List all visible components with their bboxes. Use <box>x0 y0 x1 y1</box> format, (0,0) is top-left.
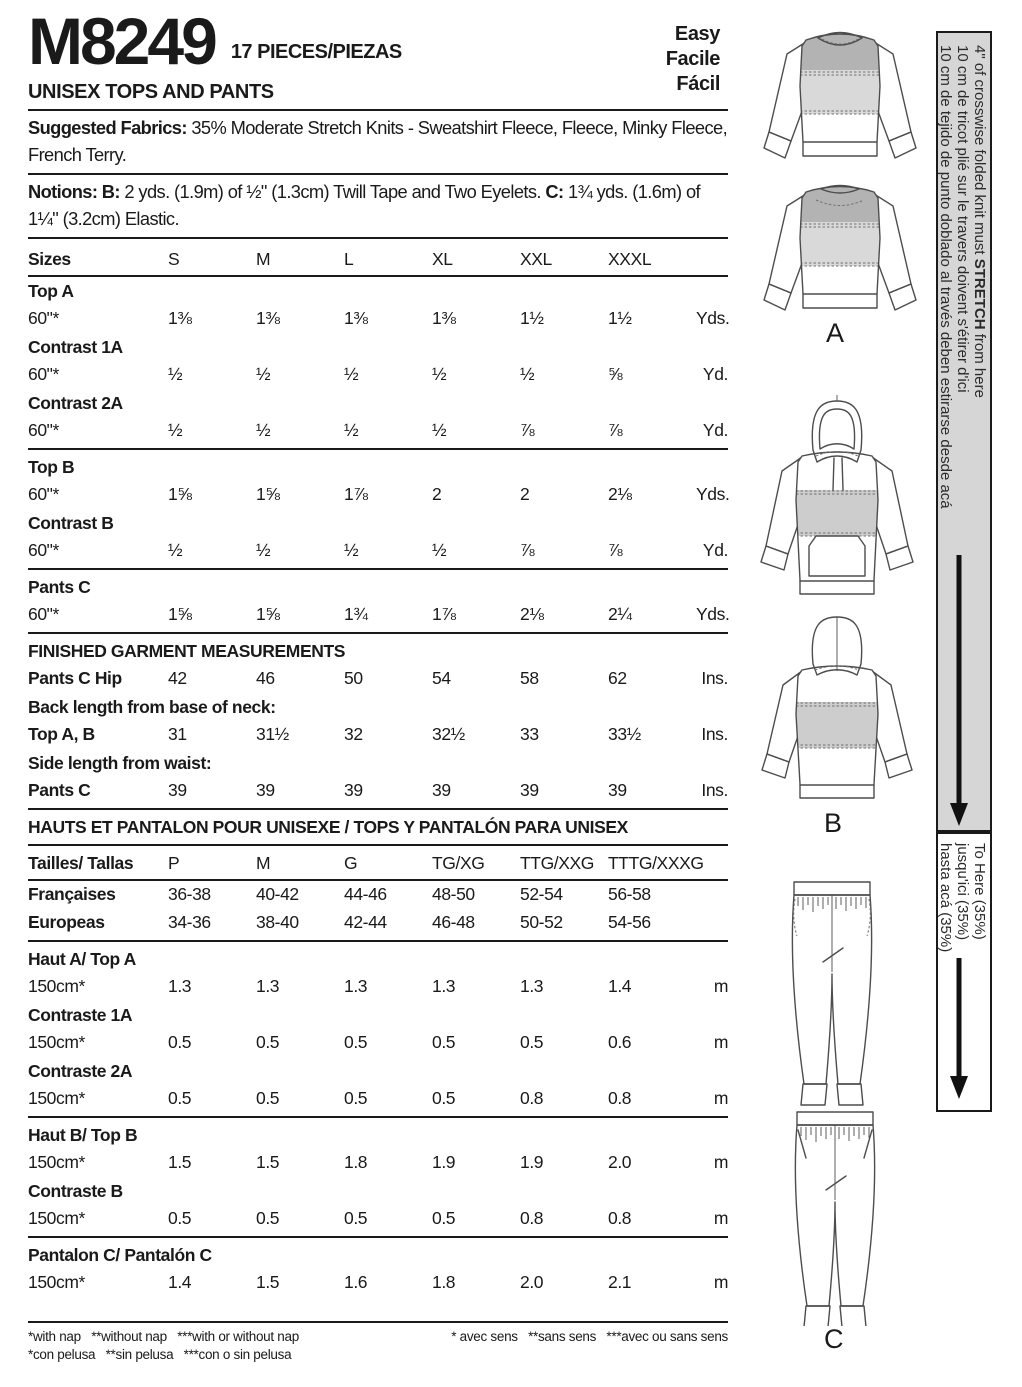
table-cell: 0.5 <box>168 1208 192 1229</box>
table-cell: 50 <box>344 668 363 689</box>
footnote-spanish: *con pelusa **sin pelusa ***con o sin pelusa <box>28 1346 292 1362</box>
category-title: UNISEX TOPS AND PANTS <box>28 81 728 111</box>
table-cell: 0.5 <box>256 1208 280 1229</box>
table-cell: 0.5 <box>432 1088 456 1109</box>
table-row-section: HAUTS ET PANTALON POUR UNISEXE / TOPS Y PANTALÓN PARA UNISEX <box>28 816 628 837</box>
table-row-header <box>28 849 728 881</box>
table-cell: 2 <box>520 484 530 505</box>
notions <box>28 175 728 239</box>
table-cell: 1.4 <box>608 976 632 997</box>
yardage-table <box>28 245 728 1297</box>
table-row-data <box>28 777 728 805</box>
row-label: 60"* <box>28 484 59 505</box>
table-row-data <box>28 305 728 333</box>
table-cell: 32½ <box>432 724 465 745</box>
row-label: 60"* <box>28 604 59 625</box>
table-cell: 0.5 <box>344 1032 368 1053</box>
table-cell: TTG/XXG <box>520 853 595 874</box>
table-cell: 0.5 <box>432 1208 456 1229</box>
table-row-group: Contrast 2A <box>28 392 123 413</box>
table-cell: 1.5 <box>256 1272 280 1293</box>
table-row-data <box>28 973 728 1001</box>
table-row-data <box>28 601 728 629</box>
table-cell: ½ <box>520 364 535 385</box>
row-label: Sizes <box>28 249 71 270</box>
difficulty-es: Fácil <box>676 73 720 95</box>
table-cell: 1⅜ <box>256 308 280 329</box>
table-row-rule <box>28 1116 728 1118</box>
row-label: 150cm* <box>28 1272 85 1293</box>
table-row-header <box>28 245 728 277</box>
table-row-rule <box>28 568 728 570</box>
table-cell: 1.8 <box>344 1152 368 1173</box>
footnote-french: * avec sens **sans sens ***avec ou sans sens <box>451 1328 728 1344</box>
table-cell: 0.5 <box>344 1088 368 1109</box>
table-cell: ⅞ <box>520 420 535 441</box>
garment-b-front-illustration <box>752 394 922 610</box>
table-cell: ½ <box>344 420 359 441</box>
suggested-fabrics <box>28 111 728 175</box>
table-cell: 0.8 <box>608 1088 632 1109</box>
bold-text: STRETCH <box>971 258 988 330</box>
table-cell: 1.9 <box>432 1152 456 1173</box>
unit-cell: m <box>713 1032 728 1053</box>
table-row-subhead: Back length from base of neck: <box>28 696 276 717</box>
table-row-data <box>28 537 728 565</box>
table-row-data <box>28 1029 728 1057</box>
unit-cell: Yds. <box>696 604 730 625</box>
table-cell: 0.8 <box>520 1208 544 1229</box>
table-cell: 52-54 <box>520 884 563 905</box>
table-cell: 2.0 <box>608 1152 632 1173</box>
table-cell: 0.5 <box>168 1088 192 1109</box>
table-row-group: Top A <box>28 280 74 301</box>
table-cell: ½ <box>256 540 271 561</box>
table-row-group: Top B <box>28 456 75 477</box>
table-cell: 0.5 <box>168 1032 192 1053</box>
table-cell: 39 <box>168 780 187 801</box>
table-cell: 1⅝ <box>168 604 192 625</box>
table-row-group: Pantalon C/ Pantalón C <box>28 1244 212 1265</box>
row-label: 60"* <box>28 364 59 385</box>
table-row-group: Haut A/ Top A <box>28 948 136 969</box>
table-cell: P <box>168 853 180 874</box>
difficulty-rating <box>560 22 720 97</box>
bold-text: Suggested Fabrics: <box>28 116 187 138</box>
table-cell: 32 <box>344 724 363 745</box>
stretch-gauge-text-fr: 10 cm de tricot plié sur le travers doivent s'étirer d'ici <box>954 45 971 393</box>
bold-text: Notions: B: <box>28 180 120 202</box>
table-cell: 33 <box>520 724 539 745</box>
difficulty-en: Easy <box>674 23 720 45</box>
table-cell: 58 <box>520 668 539 689</box>
bold-text: C: <box>545 180 564 202</box>
table-cell: 2.1 <box>608 1272 632 1293</box>
table-cell: 36-38 <box>168 884 211 905</box>
footnote-english: *with nap **without nap ***with or without nap <box>28 1328 299 1344</box>
table-cell: ½ <box>344 364 359 385</box>
table-row-group: Contrast 1A <box>28 336 123 357</box>
table-cell: 0.8 <box>520 1088 544 1109</box>
table-cell: XXL <box>520 249 552 270</box>
garment-b-label: B <box>824 808 843 838</box>
unit-cell: Ins. <box>701 724 728 745</box>
left-column <box>28 4 730 1362</box>
table-cell: 54 <box>432 668 451 689</box>
table-cell: ½ <box>168 420 183 441</box>
table-row-data <box>28 881 728 909</box>
table-cell: ⅞ <box>608 540 623 561</box>
table-cell: 39 <box>520 780 539 801</box>
unit-cell: m <box>713 1088 728 1109</box>
table-row-data <box>28 1269 728 1297</box>
unit-cell: Ins. <box>701 780 728 801</box>
table-cell: M <box>256 853 271 874</box>
table-row-group: Contraste 1A <box>28 1004 133 1025</box>
table-cell: 1.3 <box>168 976 192 997</box>
table-cell: ½ <box>432 364 447 385</box>
table-cell: 42-44 <box>344 912 387 933</box>
table-row-rule <box>28 1236 728 1238</box>
text: 2 yds. (1.9m) of ½" (1.3cm) Twill Tape and Two Eyelets. <box>119 180 546 202</box>
table-cell: 0.5 <box>520 1032 544 1053</box>
table-row-data <box>28 721 728 749</box>
row-label: Top A, B <box>28 724 95 745</box>
table-cell: 48-50 <box>432 884 475 905</box>
row-label: Tailles/ Tallas <box>28 853 134 874</box>
table-row-group: Contrast B <box>28 512 114 533</box>
table-cell: 1¾ <box>344 604 368 625</box>
table-cell: ½ <box>432 540 447 561</box>
table-cell: 1.3 <box>256 976 280 997</box>
table-cell: 50-52 <box>520 912 563 933</box>
table-cell: 39 <box>608 780 627 801</box>
table-row-data <box>28 909 728 937</box>
table-cell: 1½ <box>608 308 632 329</box>
table-cell: 1.3 <box>344 976 368 997</box>
unit-cell: Yds. <box>696 308 730 329</box>
table-cell: 1.5 <box>168 1152 192 1173</box>
table-row-data <box>28 481 728 509</box>
table-cell: 1⅝ <box>256 484 280 505</box>
table-cell: ½ <box>344 540 359 561</box>
table-cell: 1.8 <box>432 1272 456 1293</box>
table-cell: ½ <box>168 364 183 385</box>
row-label: 150cm* <box>28 1088 85 1109</box>
row-label: Pants C <box>28 780 91 801</box>
table-cell: 0.8 <box>608 1208 632 1229</box>
table-cell: 1⅜ <box>432 308 456 329</box>
table-cell: ½ <box>256 420 271 441</box>
unit-cell: Ins. <box>701 668 728 689</box>
table-row-data <box>28 417 728 445</box>
table-cell: 33½ <box>608 724 641 745</box>
table-cell: S <box>168 249 180 270</box>
row-label: 150cm* <box>28 1032 85 1053</box>
garment-a-back-illustration <box>762 176 918 324</box>
table-cell: 39 <box>432 780 451 801</box>
to-here-arrow-icon <box>948 958 970 1100</box>
garment-b-back-illustration <box>757 612 917 812</box>
unit-cell: m <box>713 1208 728 1229</box>
unit-cell: Yds. <box>696 484 730 505</box>
row-label: 150cm* <box>28 1152 85 1173</box>
footnotes <box>28 1321 728 1362</box>
table-cell: 1⅜ <box>168 308 192 329</box>
unit-cell: m <box>713 1272 728 1293</box>
table-row-group: Pants C <box>28 576 91 597</box>
table-cell: 39 <box>256 780 275 801</box>
table-row-group: Haut B/ Top B <box>28 1124 138 1145</box>
table-cell: 1⅝ <box>168 484 192 505</box>
pattern-number: M8249 <box>28 4 215 78</box>
table-cell: 1½ <box>520 308 544 329</box>
text: from here <box>971 329 988 398</box>
table-cell: 44-46 <box>344 884 387 905</box>
table-cell: 39 <box>344 780 363 801</box>
table-cell: 46-48 <box>432 912 475 933</box>
to-here-text <box>937 843 988 952</box>
table-cell: 2⅛ <box>520 604 544 625</box>
garment-a-front-illustration <box>760 22 920 172</box>
table-row-rule <box>28 940 728 942</box>
table-row-group: Contraste B <box>28 1180 123 1201</box>
table-cell: ½ <box>168 540 183 561</box>
table-cell: L <box>344 249 354 270</box>
row-label: 60"* <box>28 308 59 329</box>
table-cell: XXXL <box>608 249 652 270</box>
table-cell: 1⅜ <box>344 308 368 329</box>
table-cell: 1⅞ <box>344 484 368 505</box>
table-cell: 34-36 <box>168 912 211 933</box>
table-cell: 56-58 <box>608 884 651 905</box>
table-cell: 42 <box>168 668 187 689</box>
stretch-gauge-text <box>937 45 988 509</box>
table-cell: XL <box>432 249 453 270</box>
table-row-data <box>28 665 728 693</box>
table-cell: 1.3 <box>520 976 544 997</box>
row-label: 150cm* <box>28 1208 85 1229</box>
table-cell: 0.5 <box>344 1208 368 1229</box>
unit-cell: Yd. <box>702 540 728 561</box>
difficulty-fr: Facile <box>665 48 720 70</box>
table-cell: ½ <box>432 420 447 441</box>
table-row-rule <box>28 632 728 634</box>
table-row-data <box>28 1085 728 1113</box>
table-cell: 0.5 <box>256 1088 280 1109</box>
table-cell: 0.5 <box>256 1032 280 1053</box>
text: 35% Moderate Stretch Knits - Sweatshirt Fleece, Fleece, Minky Fleece, French Terry. <box>28 116 728 165</box>
table-cell: 0.5 <box>432 1032 456 1053</box>
pieces-count: 17 PIECES/PIEZAS <box>230 40 402 63</box>
garment-c-front-illustration <box>780 876 884 1106</box>
table-row-data <box>28 1205 728 1233</box>
to-here-text-en: To Here (35%) <box>971 843 988 940</box>
row-label: 150cm* <box>28 976 85 997</box>
table-cell: 2⅛ <box>608 484 632 505</box>
row-label: 60"* <box>28 420 59 441</box>
to-here-text-fr: jusqu'ici (35%) <box>954 843 971 941</box>
text: 4" of crosswise folded knit must <box>971 45 988 259</box>
unit-cell: Yd. <box>702 364 728 385</box>
table-row-rule <box>28 808 728 810</box>
to-here-text-es: hasta acá (35%) <box>937 843 954 953</box>
table-cell: 0.6 <box>608 1032 632 1053</box>
stretch-arrow-icon <box>948 555 970 827</box>
table-row-rule <box>28 448 728 450</box>
stretch-gauge-text-en <box>971 45 988 509</box>
table-cell: 1.5 <box>256 1152 280 1173</box>
row-label: Françaises <box>28 884 116 905</box>
table-cell: 1⅝ <box>256 604 280 625</box>
table-row-section: FINISHED GARMENT MEASUREMENTS <box>28 640 346 661</box>
table-cell: 1.6 <box>344 1272 368 1293</box>
table-cell: TG/XG <box>432 853 485 874</box>
garment-c-back-illustration <box>783 1106 887 1326</box>
table-cell: ⅞ <box>608 420 623 441</box>
row-label: 60"* <box>28 540 59 561</box>
table-row-rule <box>28 844 728 846</box>
table-cell: 1⅞ <box>432 604 456 625</box>
table-cell: 40-42 <box>256 884 299 905</box>
row-label: Pants C Hip <box>28 668 122 689</box>
table-cell: 2¼ <box>608 604 632 625</box>
unit-cell: m <box>713 976 728 997</box>
row-label: Europeas <box>28 912 105 933</box>
table-row-subhead: Side length from waist: <box>28 752 212 773</box>
table-cell: 1.3 <box>432 976 456 997</box>
unit-cell: m <box>713 1152 728 1173</box>
table-cell: M <box>256 249 271 270</box>
garment-a-label: A <box>826 318 845 348</box>
table-cell: 31½ <box>256 724 289 745</box>
table-cell: ⅝ <box>608 364 623 385</box>
text: 1¾ yds. (1.6m) of 1¼" (3.2cm) Elastic. <box>28 180 700 229</box>
table-cell: TTTG/XXXG <box>608 853 704 874</box>
table-row-group: Contraste 2A <box>28 1060 133 1081</box>
table-cell: G <box>344 853 358 874</box>
table-cell: 46 <box>256 668 275 689</box>
table-row-data <box>28 1149 728 1177</box>
table-cell: 2.0 <box>520 1272 544 1293</box>
table-cell: 54-56 <box>608 912 651 933</box>
table-row-data <box>28 361 728 389</box>
table-cell: 38-40 <box>256 912 299 933</box>
table-cell: ⅞ <box>520 540 535 561</box>
table-cell: 31 <box>168 724 187 745</box>
table-cell: 62 <box>608 668 627 689</box>
unit-cell: Yd. <box>702 420 728 441</box>
table-cell: ½ <box>256 364 271 385</box>
stretch-gauge-text-es: 10 cm de tejido de punto doblado al través deben estirarse desde acá <box>937 45 954 509</box>
table-cell: 1.4 <box>168 1272 192 1293</box>
garment-c-label: C <box>824 1324 844 1354</box>
table-cell: 2 <box>432 484 442 505</box>
table-cell: 1.9 <box>520 1152 544 1173</box>
